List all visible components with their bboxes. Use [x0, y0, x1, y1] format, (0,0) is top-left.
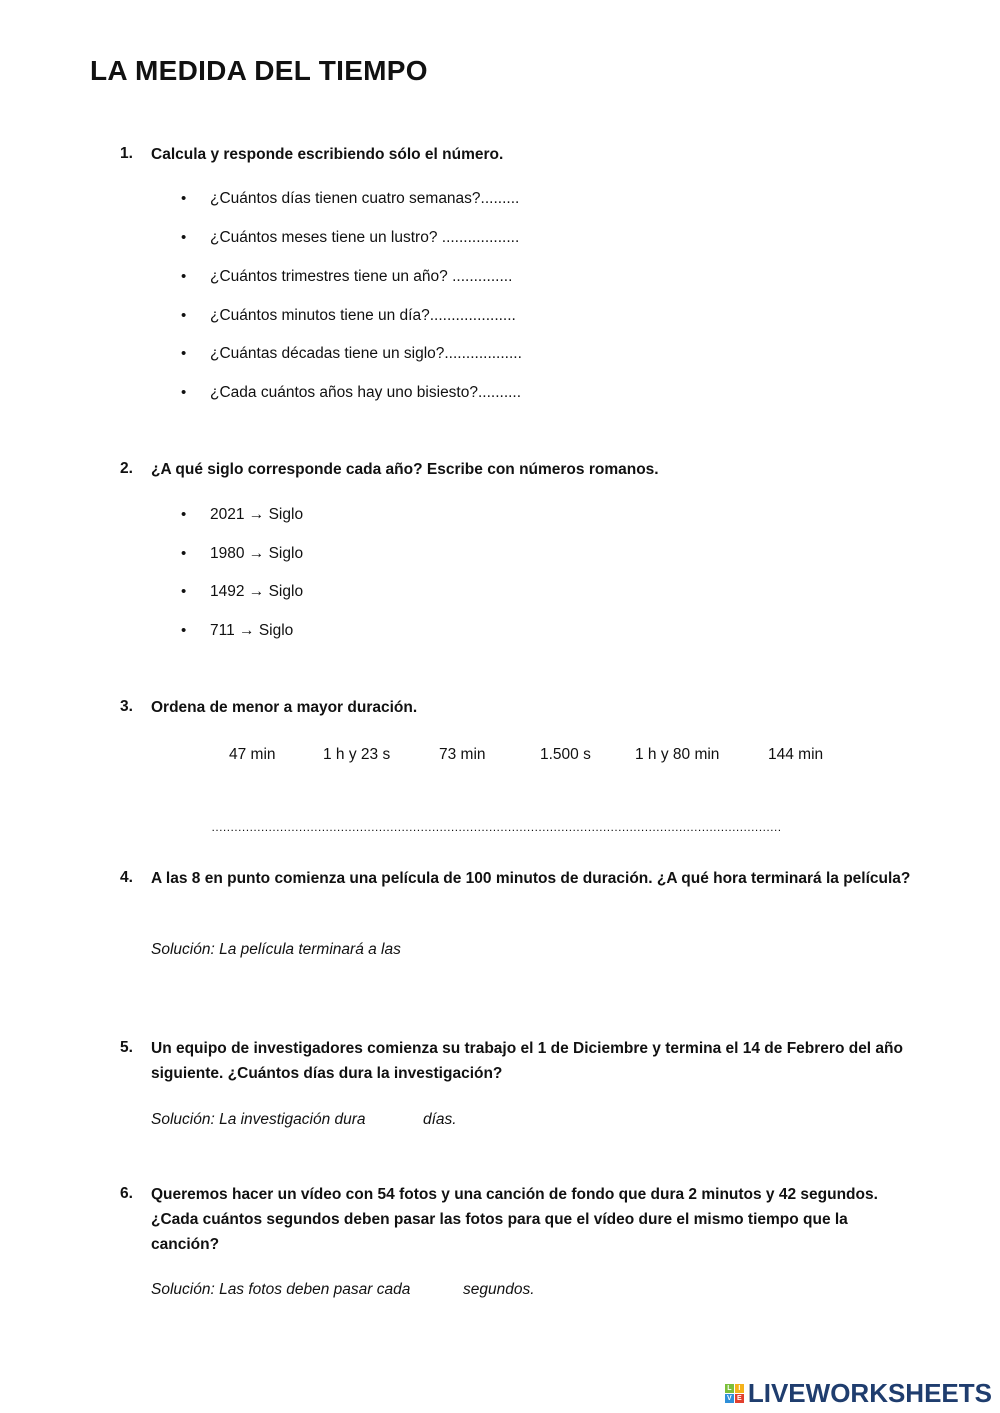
list-item: ¿Cada cuántos años hay uno bisiesto?..........	[210, 384, 522, 401]
logo-icon	[725, 1384, 744, 1403]
list-item: 1980 → Siglo	[210, 545, 304, 562]
duration-item: 73 min	[439, 746, 486, 763]
bullet-icon: •	[181, 545, 187, 562]
question-4-text: A las 8 en punto comienza una película de 100 minutos de duración. ¿A qué hora terminará la película?	[151, 870, 911, 887]
question-3-text: Ordena de menor a mayor duración.	[151, 699, 418, 716]
logo-letter: V	[725, 1394, 734, 1403]
duration-item: 1 h y 80 min	[635, 746, 720, 763]
list-item: 1492 → Siglo	[210, 583, 304, 600]
list-item: ¿Cuántos meses tiene un lustro? ..................	[210, 229, 520, 246]
solution-unit: días.	[423, 1111, 457, 1128]
question-number: 5.	[120, 1039, 133, 1056]
list-item: ¿Cuántos trimestres tiene un año? ..............	[210, 268, 513, 285]
logo-letter: I	[735, 1384, 744, 1393]
bullet-icon: •	[181, 345, 187, 362]
list-item: 2021 → Siglo	[210, 506, 304, 523]
question-2-text: ¿A qué siglo corresponde cada año? Escribe con números romanos.	[151, 461, 659, 478]
bullet-icon: •	[181, 384, 187, 401]
bullet-icon: •	[181, 190, 187, 207]
duration-item: 1.500 s	[540, 746, 591, 763]
bullet-icon: •	[181, 583, 187, 600]
bullet-icon: •	[181, 268, 187, 285]
question-number: 3.	[120, 698, 133, 715]
list-item: ¿Cuántas décadas tiene un siglo?..................	[210, 345, 522, 362]
question-number: 6.	[120, 1185, 133, 1202]
solution-text: Solución: La investigación dura	[151, 1111, 366, 1128]
question-number: 1.	[120, 145, 133, 162]
question-number: 4.	[120, 869, 133, 886]
logo-letter: L	[725, 1384, 734, 1393]
solution-unit: segundos.	[463, 1281, 535, 1298]
bullet-icon: •	[181, 506, 187, 523]
duration-item: 47 min	[229, 746, 276, 763]
bullet-icon: •	[181, 622, 187, 639]
question-number: 2.	[120, 460, 133, 477]
question-6-text: Queremos hacer un vídeo con 54 fotos y una canción de fondo que dura 2 minutos y 42 segundos. ¿Cada cuántos segundos deben pasar las fotos para que el vídeo dure el mismo tiempo que la canción?	[151, 1186, 878, 1253]
page-title: LA MEDIDA DEL TIEMPO	[90, 55, 428, 86]
list-item: 711 → Siglo	[210, 622, 294, 639]
question-1-text: Calcula y responde escribiendo sólo el número.	[151, 146, 504, 163]
duration-item: 1 h y 23 s	[323, 746, 391, 763]
list-item: ¿Cuántos minutos tiene un día?....................	[210, 307, 516, 324]
logo-text: LIVEWORKSHEETS	[747, 1378, 992, 1408]
answer-line[interactable]: ……………………………………………………………………………………………………………………………………	[211, 820, 782, 834]
bullet-icon: •	[181, 307, 187, 324]
solution-text: Solución: La película terminará a las	[151, 941, 401, 958]
list-item: ¿Cuántos días tienen cuatro semanas?.........	[210, 190, 520, 207]
duration-item: 144 min	[768, 746, 824, 763]
logo-letter: E	[735, 1394, 744, 1403]
question-5-text: Un equipo de investigadores comienza su trabajo el 1 de Diciembre y termina el 14 de Febrero del año siguiente. ¿Cuántos días dura la investigación?	[151, 1040, 903, 1082]
liveworksheets-logo	[725, 1378, 992, 1409]
solution-text: Solución: Las fotos deben pasar cada	[151, 1281, 411, 1298]
bullet-icon: •	[181, 229, 187, 246]
